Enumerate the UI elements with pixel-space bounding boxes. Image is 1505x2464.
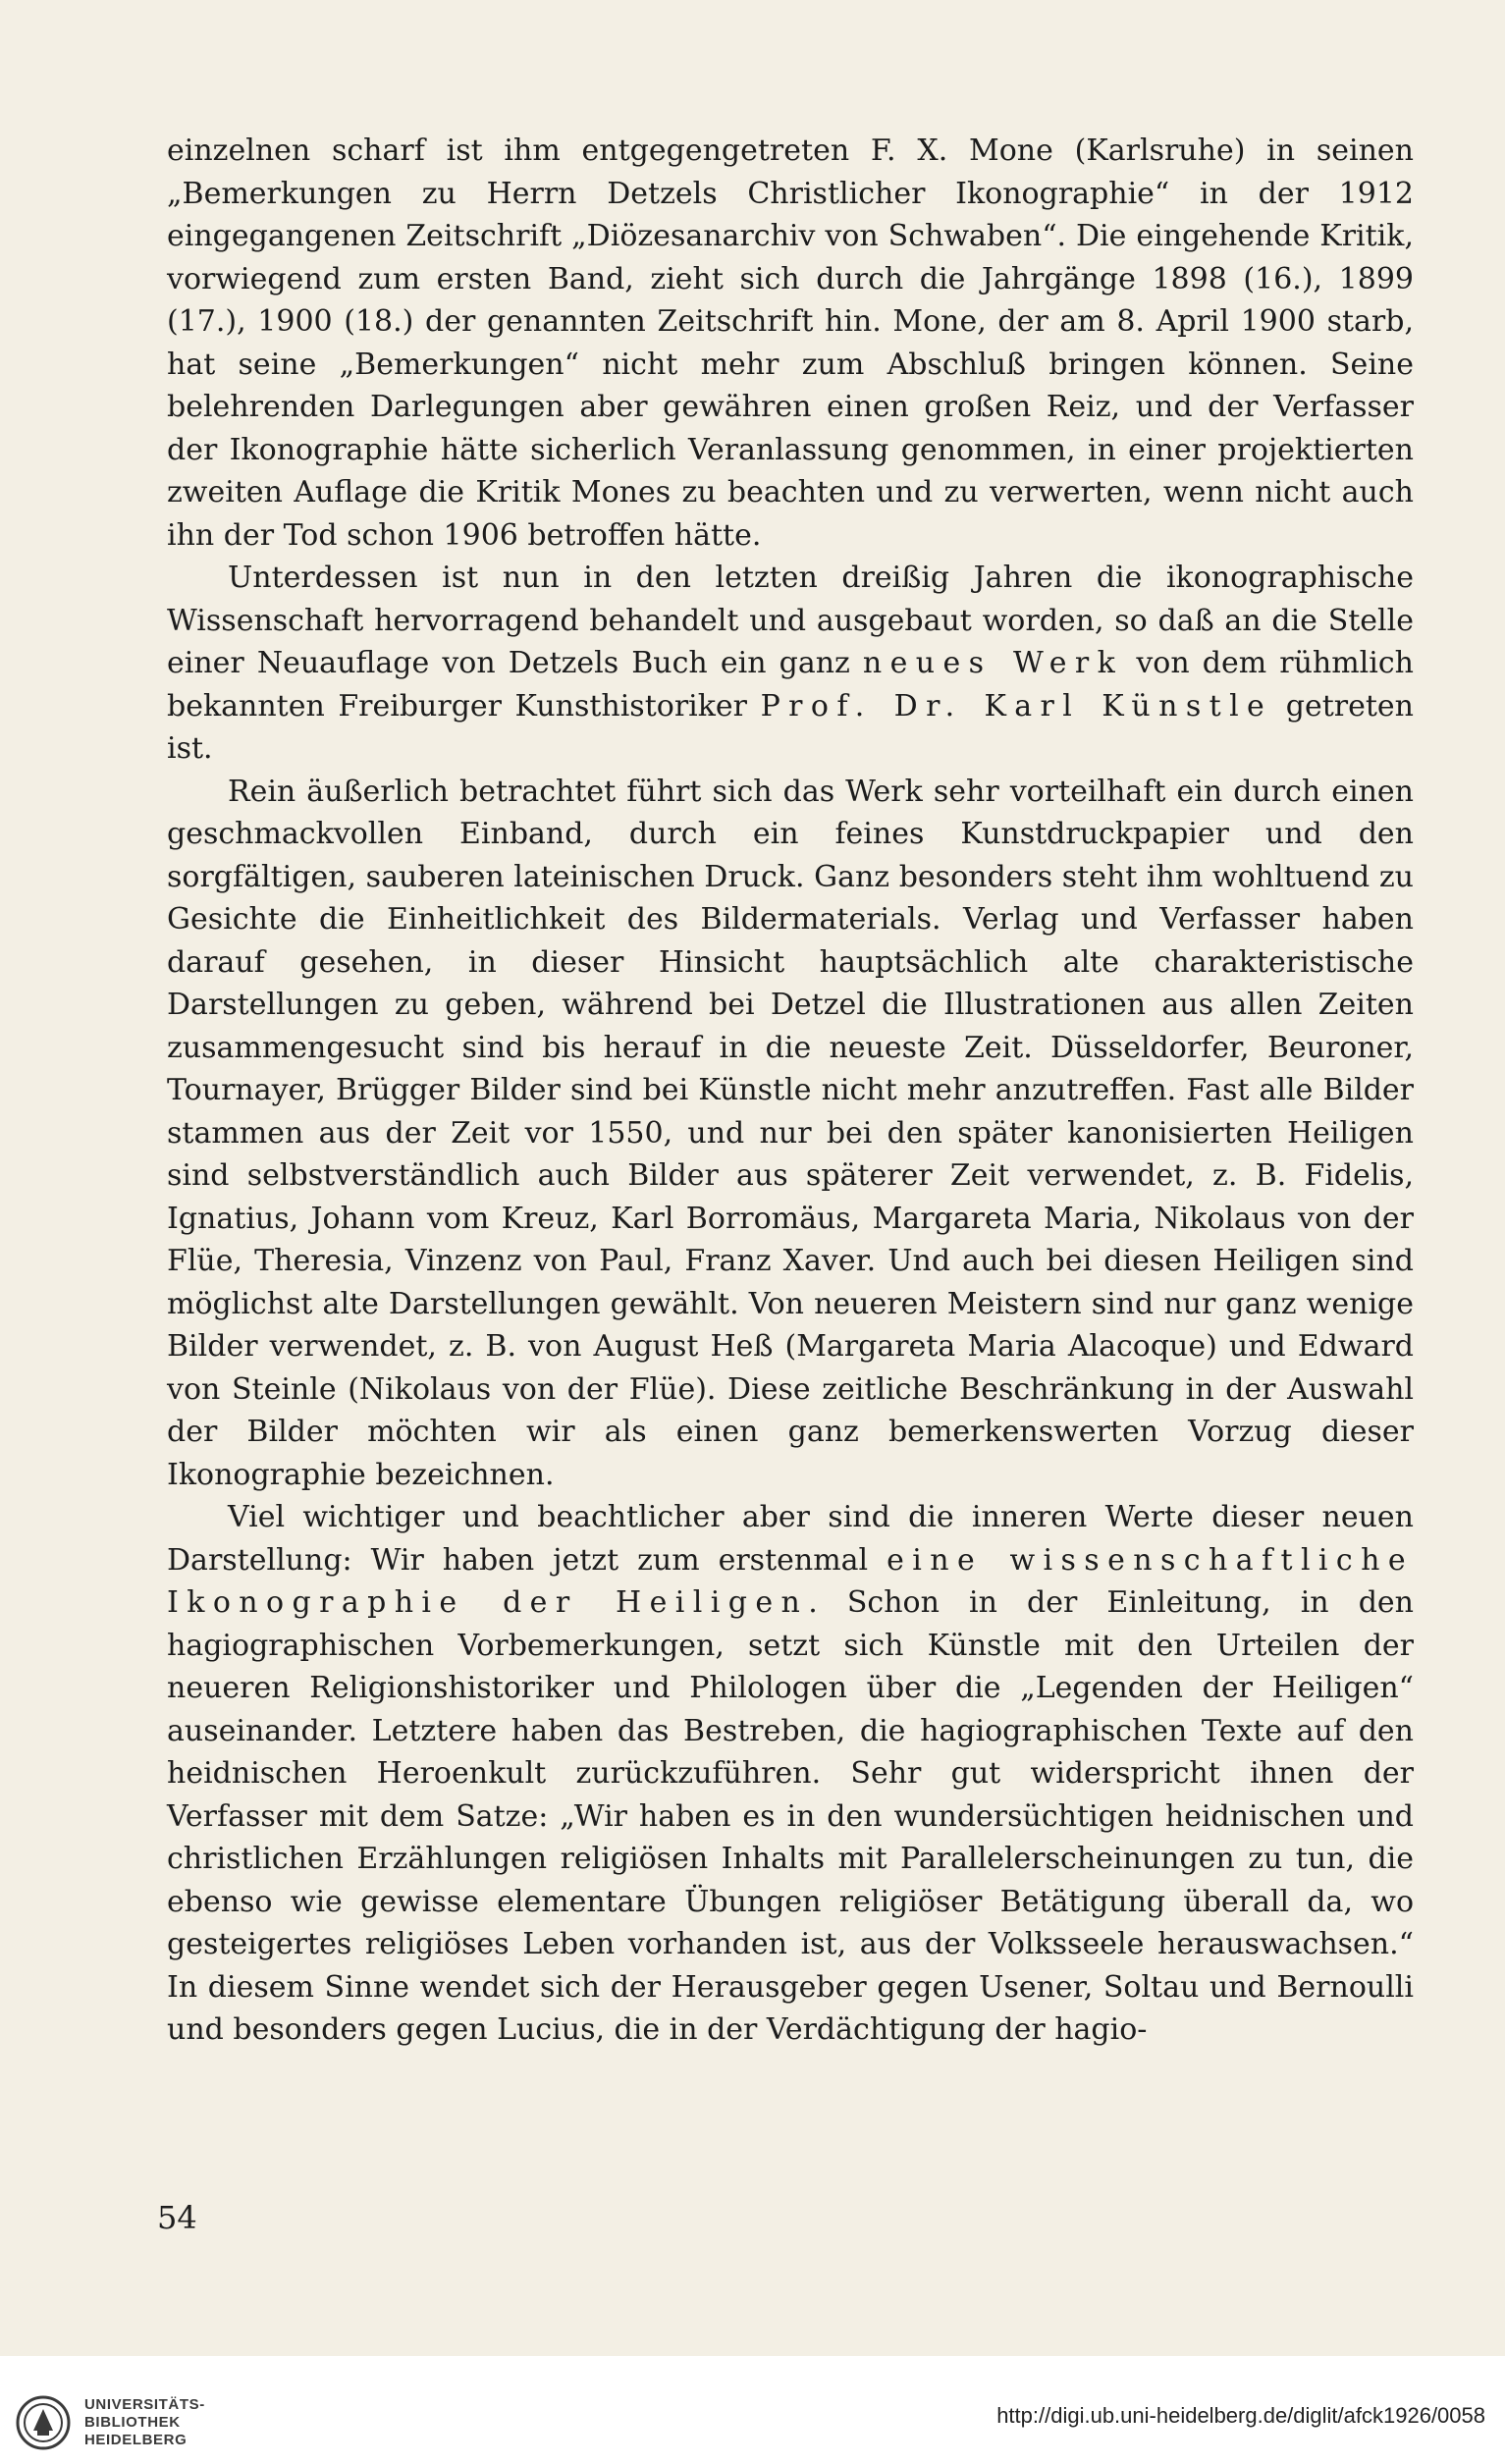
spaced-emphasis: eine wissenschaftliche Ikonographie der Heiligen: [167, 1542, 1415, 1620]
paragraph: [167, 130, 1414, 557]
paragraph: [167, 1496, 1414, 2052]
body-text: [167, 130, 1414, 2052]
text-run: einzelnen scharf ist ihm entgegengetreten F. X. Mone (Karlsruhe) in seinen „Bemerkungen zu Herrn Detzels Christlicher Ikonographie“ in der 1912 eingegangenen Zeitschrift „Diözesanarchiv von Schwaben“. Die eingehende Kritik, vorwiegend zum ersten Band, zieht sich durch die Jahrgänge 1898 (16.), 1899 (17.), 1900 (18.) der genannten Zeitschrift hin. Mone, der am 8. April 1900 starb, hat seine „Bemerkungen“ nicht mehr zum Abschluß bringen können. Seine belehrenden Darlegungen aber gewähren einen großen Reiz, und der Verfasser der Ikonographie hätte sicherlich Veranlassung genommen, in einer projektierten zweiten Auflage die Kritik Mones zu beachten und zu verwerten, wenn nicht auch ihn der Tod schon 1906 betroffen hätte.: [167, 134, 1414, 553]
library-name-line: HEIDELBERG: [84, 2432, 188, 2448]
viewer-footer: [0, 2356, 1505, 2464]
spaced-emphasis: Prof. Dr. Karl Künstle: [760, 688, 1273, 723]
text-run: getreten ist.: [167, 688, 1414, 766]
library-name-line: BIBLIOTHEK: [84, 2414, 181, 2431]
library-name-line: UNIVERSITÄTS-: [84, 2396, 205, 2413]
text-run: Unterdessen ist nun in den letzten dreißig Jahren die ikonographische Wissenschaft hervorragend behandelt und ausgebaut worden, so daß an die Stelle einer Neuauflage von Detzels Buch ein ganz: [167, 561, 1414, 680]
text-run: von dem rühmlich bekannten Freiburger Kunsthistoriker: [167, 646, 1414, 723]
university-seal-icon: [16, 2395, 71, 2450]
text-run: Rein äußerlich betrachtet führt sich das Werk sehr vorteilhaft ein durch einen geschmackvollen Einband, durch ein feines Kunstdruckpapier und den sorgfältigen, sauberen lateinischen Druck. Ganz besonders steht ihm wohltuend zu Gesichte die Einheitlichkeit des Bildermaterials. Verlag und Verfasser haben darauf gesehen, in dieser Hinsicht hauptsächlich alte charakteristische Darstellungen zu geben, während bei Detzel die Illustrationen aus allen Zeiten zusammengesucht sind bis herauf in die neueste Zeit. Düsseldorfer, Beuroner, Tournayer, Brügger Bilder sind bei Künstle nicht mehr anzutreffen. Fast alle Bilder stammen aus der Zeit vor 1550, und nur bei den später kanonisierten Heiligen sind selbstverständlich auch Bilder aus späterer Zeit verwendet, z. B. Fidelis, Ignatius, Johann vom Kreuz, Karl Borromäus, Margareta Maria, Nikolaus von der Flüe, Theresia, Vinzenz von Paul, Franz Xaver. Und auch bei diesen Heiligen sind möglichst alte Darstellungen gewählt. Von neueren Meistern sind nur ganz wenige Bilder verwendet, z. B. von August Heß (Margareta Maria Alacoque) und Edward von Steinle (Nikolaus von der Flüe). Diese zeitliche Beschränkung in der Auswahl der Bilder möchten wir als einen ganz bemerkenswerten Vorzug dieser Ikonographie bezeichnen.: [167, 774, 1414, 1492]
text-run: Viel wichtiger und beachtlicher aber sind die inneren Werte dieser neuen Darstellung: Wir haben jetzt zum erstenmal: [167, 1500, 1414, 1578]
paragraph: [167, 771, 1414, 1497]
text-run: . Schon in der Einleitung, in den hagiographischen Vorbemerkungen, setzt sich Künstle mit den Urteilen der neueren Religionshistoriker und Philologen über die „Legenden der Heiligen“ auseinander. Letztere haben das Bestreben, die hagiographischen Texte auf den heidnischen Heroenkult zurückzuführen. Sehr gut widerspricht ihnen der Verfasser mit dem Satze: „Wir haben es in den wundersüchtigen heidnischen und christlichen Erzählungen religiösen Inhalts mit Parallelerscheinungen zu tun, die ebenso wie gewisse elementare Übungen religiöser Betätigung überall da, wo gesteigertes religiöses Leben vorhanden ist, aus der Volksseele herauswachsen.“ In diesem Sinne wendet sich der Herausgeber gegen Usener, Soltau und Bernoulli und besonders gegen Lucius, die in der Verdächtigung der hagio-: [167, 1585, 1414, 2047]
source-url[interactable]: http://digi.ub.uni-heidelberg.de/diglit/afck1926/0058: [996, 2403, 1485, 2428]
page-number: 54: [157, 2199, 197, 2236]
library-name: [84, 2396, 205, 2449]
paragraph: [167, 557, 1414, 771]
library-logo[interactable]: [16, 2395, 205, 2450]
spaced-emphasis: neues Werk: [862, 646, 1124, 680]
